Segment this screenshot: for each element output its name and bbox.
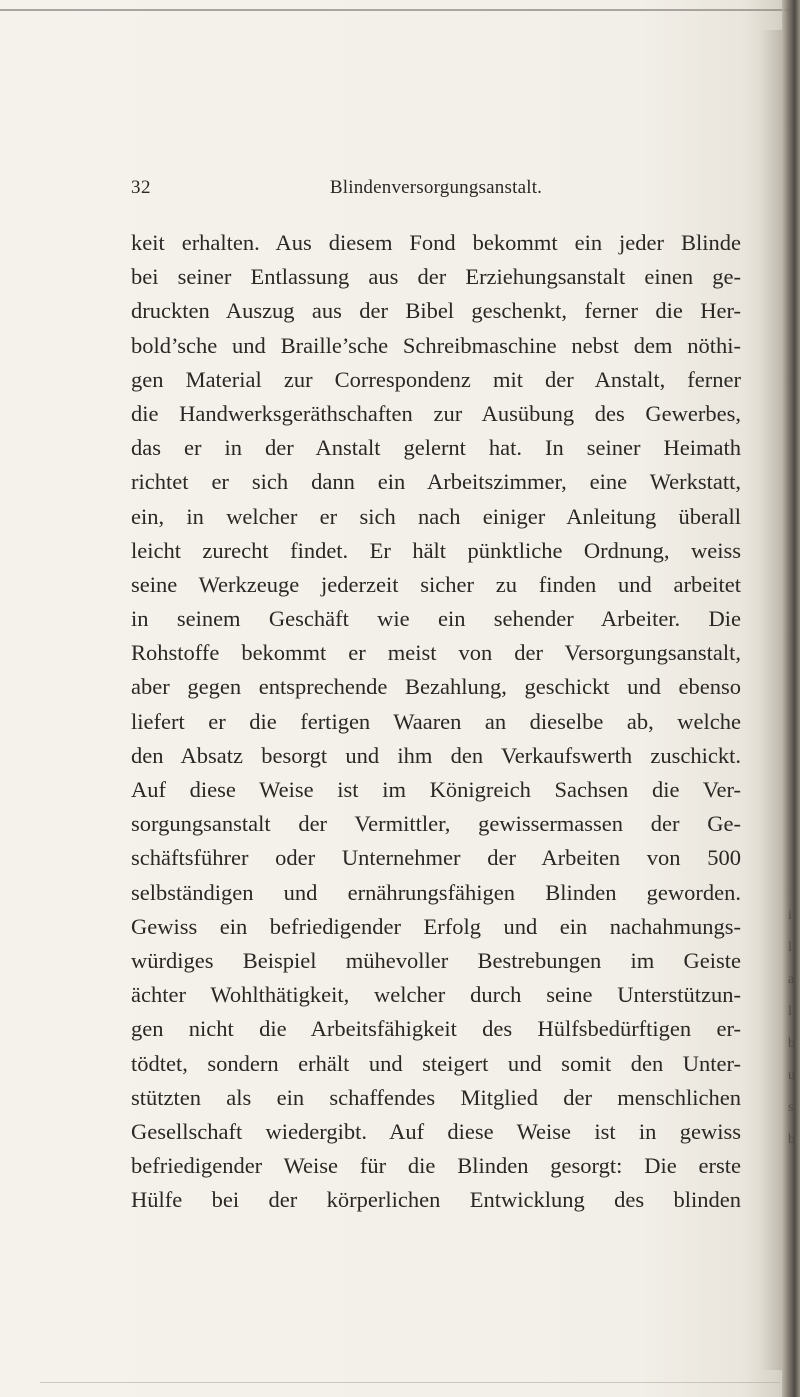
text-line: in seinem Geschäft wie ein sehender Arbeiter. Die <box>131 606 741 632</box>
bottom-page-edge <box>40 1382 780 1383</box>
text-line: das er in der Anstalt gelernt hat. In seiner Heimath <box>131 435 741 461</box>
top-page-edge <box>0 9 790 11</box>
bleed-letter: i <box>788 908 792 923</box>
text-line: Gesellschaft wiedergibt. Auf diese Weise ist in gewiss <box>131 1118 741 1144</box>
text-line: selbständigen und ernährungsfähigen Blinden geworden. <box>131 879 741 905</box>
text-line: tödtet, sondern erhält und steigert und somit den Unter- <box>131 1050 741 1076</box>
text-line: liefert er die fertigen Waaren an dieselbe ab, welche <box>131 708 741 734</box>
text-line: bold’sche und Braille’sche Schreibmaschine nebst dem nöthi- <box>131 332 741 358</box>
bleed-letter: b <box>788 1132 795 1147</box>
page-gutter-shadow <box>760 30 782 1370</box>
body-paragraph <box>131 226 741 1217</box>
text-line: Auf diese Weise ist im Königreich Sachsen die Ver- <box>131 777 741 802</box>
text-line: seine Werkzeuge jederzeit sicher zu finden und arbeitet <box>131 571 741 597</box>
text-line: bei seiner Entlassung aus der Erziehungsanstalt einen ge- <box>131 264 741 290</box>
text-line: ein, in welcher er sich nach einiger Anleitung überall <box>131 503 741 529</box>
text-line: würdiges Beispiel mühevoller Bestrebungen im Geiste <box>131 947 741 973</box>
page-header <box>131 174 741 202</box>
text-line: befriedigender Weise für die Blinden gesorgt: Die erste <box>131 1153 741 1179</box>
bleed-letter: a <box>788 972 795 987</box>
running-head: Blindenversorgungsanstalt. <box>329 177 543 198</box>
text-line: gen nicht die Arbeitsfähigkeit des Hülfsbedürftigen er- <box>131 1016 741 1042</box>
text-line: ächter Wohlthätigkeit, welcher durch seine Unterstützun- <box>131 982 741 1008</box>
text-line: sorgungsanstalt der Vermittler, gewissermassen der Ge- <box>131 811 741 837</box>
bleed-letter: u <box>788 1068 795 1083</box>
text-line: gen Material zur Correspondenz mit der Anstalt, ferner <box>131 366 741 392</box>
text-line: keit erhalten. Aus diesem Fond bekommt ein jeder Blinde <box>131 230 741 255</box>
text-line: schäftsführer oder Unternehmer der Arbeiten von 500 <box>131 845 741 871</box>
text-line: druckten Auszug aus der Bibel geschenkt, ferner die Her- <box>131 298 741 324</box>
text-line: leicht zurecht findet. Er hält pünktliche Ordnung, weiss <box>131 537 741 563</box>
bleed-letter: s <box>788 1100 794 1115</box>
text-line: richtet er sich dann ein Arbeitszimmer, eine Werkstatt, <box>131 469 741 495</box>
bleed-through-letters <box>788 900 800 1156</box>
binding-edge <box>782 0 800 1397</box>
text-line: die Handwerksgeräthschaften zur Ausübung des Gewerbes, <box>131 400 741 426</box>
bleed-letter: l <box>788 1004 792 1019</box>
page-number: 32 <box>131 177 151 198</box>
bleed-letter: b <box>788 1036 795 1051</box>
text-line: Rohstoffe bekommt er meist von der Versorgungsanstalt, <box>131 640 741 666</box>
text-line: aber gegen entsprechende Bezahlung, geschickt und ebenso <box>131 674 741 700</box>
text-line: den Absatz besorgt und ihm den Verkaufswerth zuschickt. <box>131 742 741 768</box>
text-line: Hülfe bei der körperlichen Entwicklung des blinden <box>131 1187 741 1213</box>
text-line: Gewiss ein befriedigender Erfolg und ein nachahmungs- <box>131 913 741 939</box>
bleed-letter: l <box>788 940 792 955</box>
text-line: stützten als ein schaffendes Mitglied der menschlichen <box>131 1084 741 1110</box>
